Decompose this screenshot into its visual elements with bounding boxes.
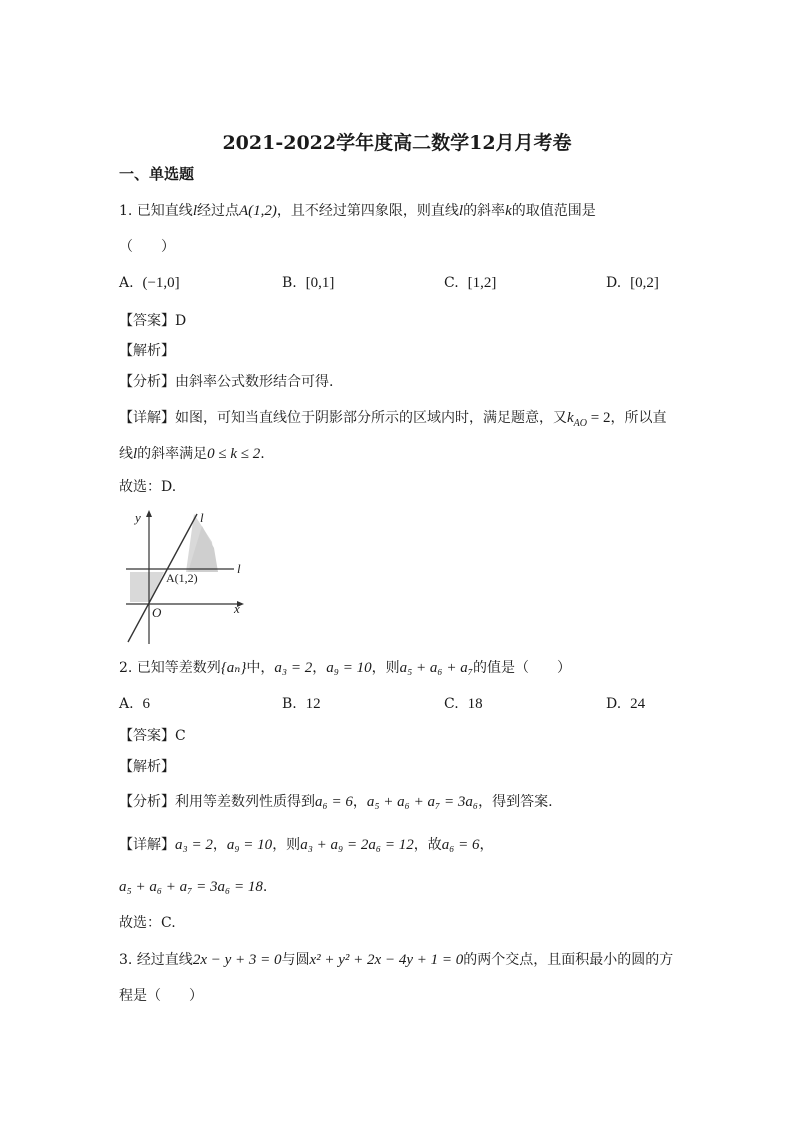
origin-label: O (152, 605, 162, 620)
q1-option-a: A. (−1,0] (119, 275, 180, 291)
q2-xiangjie: 【详解】a₃ = 2，a₉ = 10，则a₃ + a₉ = 2a₆ = 12，故a₆ = 6， (119, 837, 494, 853)
q2-answer: 【答案】C (119, 728, 186, 744)
y-axis-label: y (135, 510, 141, 525)
q1-paren: （ ） (119, 239, 175, 255)
q1-choose: 故选：D. (119, 479, 177, 495)
slope-figure (122, 508, 252, 646)
line-label-right: l (237, 561, 241, 576)
y-axis-arrow (146, 510, 152, 517)
q1-option-c: C. [1,2] (444, 275, 497, 291)
q2-option-c: C. 18 (444, 696, 483, 712)
q2-option-d: D. 24 (606, 696, 646, 712)
q1-stem: 1. 已知直线l经过点A(1,2)，且不经过第四象限，则直线l的斜率k的取值范围是 (119, 203, 596, 219)
q1-xiangjie-cont: 线l的斜率满足0 ≤ k ≤ 2. (119, 446, 265, 462)
q2-analysis-tag: 【解析】 (119, 759, 175, 775)
q2-choose: 故选：C. (119, 915, 176, 931)
q2-xiangjie-cont: a₅ + a₆ + a₇ = 3a₆ = 18. (119, 879, 268, 895)
q3-stem: 3. 经过直线2x − y + 3 = 0与圆x² + y² + 2x − 4y + 1 = 0的两个交点，且面积最小的圆的方 (119, 952, 674, 968)
page-title: 2021-2022学年度高二数学12月月考卷 (222, 132, 572, 154)
q1-option-d: D. [0,2] (606, 275, 659, 291)
q2-fenxi: 【分析】利用等差数列性质得到a₆ = 6，a₅ + a₆ + a₇ = 3a₆，得到答案. (119, 794, 553, 810)
q1-option-b: B. [0,1] (282, 275, 335, 291)
q2-stem: 2. 已知等差数列{aₙ}中，a₃ = 2，a₉ = 10，则a₅ + a₆ + a₇的值是（ ） (119, 660, 571, 676)
x-axis-label: x (234, 601, 240, 616)
q1-fenxi: 【分析】由斜率公式数形结合可得. (119, 374, 334, 390)
q3-stem-cont: 程是（ ） (119, 988, 203, 1004)
line-label-top: l (200, 510, 204, 525)
point-a-label: A(1,2) (166, 571, 198, 585)
shaded-region-lower (130, 572, 164, 602)
q1-answer: 【答案】D (119, 313, 187, 329)
q2-option-b: B. 12 (282, 696, 321, 712)
q1-analysis-tag: 【解析】 (119, 343, 175, 359)
section-heading: 一、单选题 (119, 165, 195, 183)
q2-option-a: A. 6 (119, 696, 150, 712)
q1-xiangjie: 【详解】如图，可知当直线位于阴影部分所示的区域内时，满足题意，又$k_{AO} = 2$，所以直 (119, 410, 667, 429)
